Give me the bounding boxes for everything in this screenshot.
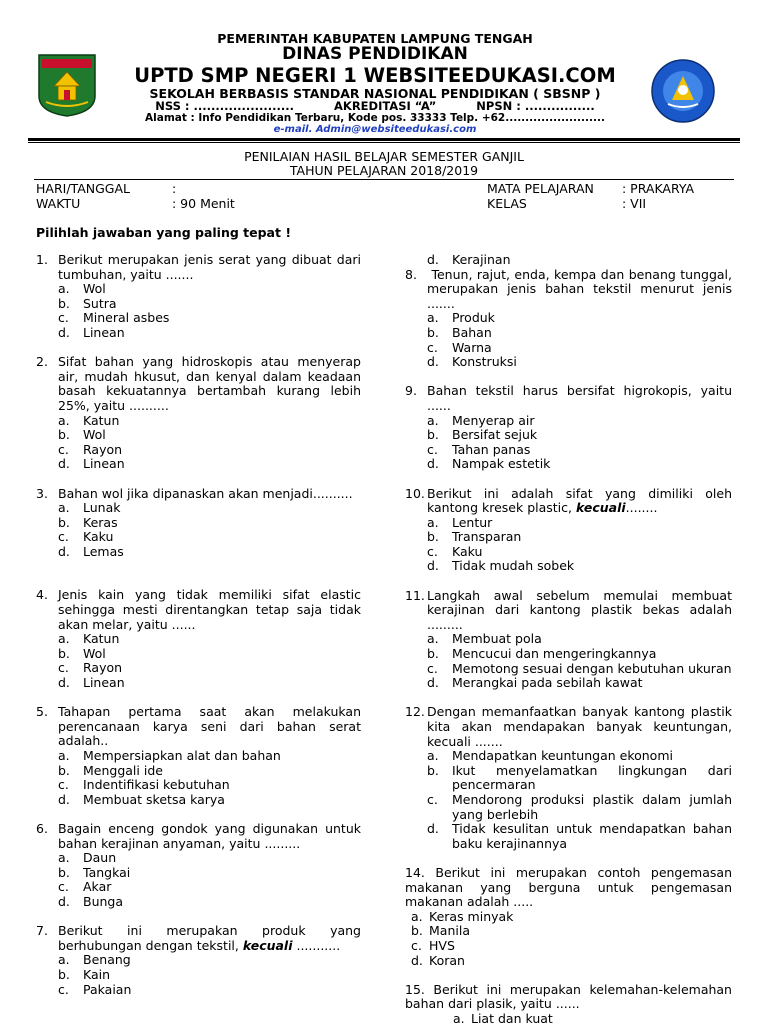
info-class-label: KELAS: [487, 196, 527, 211]
option-a: a. Membuat pola: [427, 631, 542, 647]
question-number: 6.: [36, 820, 48, 836]
header-school-name: UPTD SMP NEGERI 1 WEBSITEEDUKASI.COM: [134, 64, 616, 87]
question-text: Jenis kain yang tidak memiliki sifat elastic sehingga mesti direntangkan tetap saja tidak akan melar, yaitu ......: [58, 587, 361, 632]
option-a: a. Lunak: [58, 500, 121, 516]
emphasis-kecuali: kecuali: [575, 500, 626, 516]
option-b: b. Bahan: [427, 324, 492, 340]
question-text: Berikut ini adalah sifat yang dimiliki oleh kantong kresek plastic, kecuali........: [427, 485, 732, 516]
option-d: d. Nampak estetik: [427, 456, 551, 472]
option-c: c. Akar: [58, 879, 112, 895]
emphasis-kecuali: kecuali: [242, 937, 293, 953]
question-4: [36, 588, 361, 690]
question-number: 14.: [405, 864, 425, 880]
option-c: c. Kaku: [427, 543, 483, 559]
option-b: b. Tangkai: [58, 864, 131, 880]
header-nss-accreditation: NSS : ....................... AKREDITASI “A” NPSN : ................: [155, 99, 595, 113]
lampung-tengah-logo: [36, 52, 98, 118]
question-text: 14. Berikut ini merupakan contoh pengemasan makanan yang berguna untuk pengemasan makanan adalah .....: [405, 864, 732, 910]
question-text: Bahan tekstil harus bersifat higrokopis, yaitu ......: [427, 383, 732, 413]
info-time-label: WAKTU: [36, 196, 81, 211]
info-class-value: : VII: [622, 196, 647, 211]
question-number: 12.: [405, 704, 425, 720]
info-day-label: HARI/TANGGAL: [36, 181, 130, 196]
question-14: [405, 866, 732, 968]
option-b: b. Keras: [58, 514, 118, 530]
option-a: a. Menyerap air: [427, 412, 535, 428]
option-b: b. Manila: [411, 923, 470, 939]
question-12: [405, 705, 732, 851]
option-c: c. Warna: [427, 339, 492, 355]
option-a: a. Benang: [58, 952, 131, 968]
question-9: [405, 384, 732, 472]
option-a: a. Wol: [58, 281, 106, 297]
question-number: 4.: [36, 587, 48, 603]
option-b: b. Menggali ide: [58, 762, 163, 778]
header-email: e-mail. Admin@websiteedukasi.com: [273, 124, 477, 135]
exam-year: TAHUN PELAJARAN 2018/2019: [289, 163, 479, 178]
option-c: c. Tahan panas: [427, 441, 531, 457]
info-time-value: : 90 Menit: [172, 196, 235, 211]
option-a: a. Daun: [58, 850, 117, 866]
option-a: a. Mendapatkan keuntungan ekonomi: [427, 748, 673, 764]
option-c: c. Rayon: [58, 660, 123, 676]
question-3: [36, 487, 361, 560]
header-school-type: SEKOLAH BERBASIS STANDAR NASIONAL PENDIDIKAN ( SBSNP ): [149, 86, 601, 101]
question-text: 15. Berikut ini merupakan kelemahan-kelemahan bahan dari plasik, yaitu ......: [405, 981, 732, 1012]
question-text: Tenun, rajut, enda, kempa dan benang tunggal, merupakan jenis bahan tekstil menurut jenis .......: [427, 266, 736, 311]
header-address: Alamat : Info Pendidikan Terbaru, Kode pos. 33333 Telp. +62.........................: [145, 112, 605, 124]
option-b: b. Wol: [58, 427, 106, 443]
option-c: c. Pakaian: [58, 981, 132, 997]
option-d: d. Linean: [58, 324, 125, 340]
header-divider-thin: [28, 142, 740, 143]
option-c: c. Mendorong produksi plastik dalam jumlah yang berlebih: [427, 791, 732, 822]
question-text: Sifat bahan yang hidroskopis atau menyerap air, mudah hkusut, dan kenyal dalam keadaan basah kekuatannya bertambah kurang lebih 25%, yaitu ..........: [58, 354, 361, 413]
info-subject-label: MATA PELAJARAN: [487, 181, 594, 196]
option-a: a. Liat dan kuat: [453, 1010, 553, 1026]
question-text: Berikut ini merupakan produk yang berhubungan dengan tekstil, kecuali ...........: [58, 923, 361, 953]
question-15: [405, 983, 732, 1026]
option-c: c. Kaku: [58, 529, 114, 545]
question-6: [36, 822, 361, 910]
option-d: d. Konstruksi: [427, 354, 517, 370]
exam-title: PENILAIAN HASIL BELAJAR SEMESTER GANJIL: [244, 149, 524, 164]
info-day-value: :: [172, 181, 177, 196]
question-text: Bahan wol jika dipanaskan akan menjadi..........: [58, 485, 353, 501]
option-a: a. Katun: [58, 412, 120, 428]
option-d: d. Bunga: [58, 893, 124, 909]
option-c: c. Mineral asbes: [58, 310, 170, 326]
option-d: d. Tidak mudah sobek: [427, 558, 575, 574]
question-number: 9.: [405, 383, 417, 399]
question-number: 15.: [405, 981, 425, 997]
question-text: Tahapan pertama saat akan melakukan perencanaan karya seni dari bahan serat adalah..: [58, 704, 361, 749]
option-b: b. Mencucui dan mengeringkannya: [427, 646, 657, 662]
question-8: [405, 266, 736, 370]
question-number: 5.: [36, 704, 48, 720]
question-number: 8.: [405, 266, 417, 282]
option-d: d. Tidak kesulitan untuk mendapatkan bahan baku kerajinannya: [427, 821, 732, 851]
question-number: 1.: [36, 252, 48, 267]
option-d: d. Kerajinan: [427, 252, 511, 267]
option-c: c. HVS: [411, 937, 455, 953]
questions-right-column: [405, 252, 736, 1026]
option-a: a. Keras minyak: [411, 908, 514, 924]
header-government: PEMERINTAH KABUPATEN LAMPUNG TENGAH: [217, 31, 533, 46]
question-text: Bagain enceng gondok yang digunakan untuk bahan kerajinan anyaman, yaitu .........: [58, 820, 361, 851]
option-b: b. Sutra: [58, 295, 117, 311]
option-d: d. Merangkai pada sebilah kawat: [427, 675, 643, 691]
questions-left-column: [36, 253, 361, 997]
question-number: 7.: [36, 923, 48, 939]
question-7-continued: [405, 253, 732, 268]
option-a: a. Lentur: [427, 514, 493, 530]
option-b: b. Bersifat sejuk: [427, 427, 538, 443]
question-text: Dengan memanfaatkan banyak kantong plastik kita akan mendapakan banyak keuntungan, kecuali .......: [427, 704, 732, 749]
option-d: d. Koran: [411, 952, 465, 968]
tut-wuri-handayani-logo: [650, 58, 716, 124]
question-number: 2.: [36, 354, 48, 370]
option-d: d. Membuat sketsa karya: [58, 791, 225, 807]
question-7: [36, 924, 361, 997]
question-5: [36, 705, 361, 807]
question-text: Langkah awal sebelum memulai membuat kerajinan dari kantong plastik bekas adalah .........: [427, 587, 732, 632]
question-1: [36, 253, 361, 341]
question-number: 3.: [36, 485, 48, 501]
option-b: b. Kain: [58, 966, 111, 982]
header-department: DINAS PENDIDIKAN: [282, 44, 468, 64]
question-number: 10.: [405, 485, 425, 501]
option-a: a. Produk: [427, 310, 495, 326]
option-d: d. Linean: [58, 456, 125, 472]
option-d: d. Lemas: [58, 543, 124, 559]
info-subject-value: : PRAKARYA: [622, 181, 695, 196]
option-c: c. Memotong sesuai dengan kebutuhan ukuran: [427, 660, 732, 676]
option-d: d. Linean: [58, 675, 125, 691]
option-b: b. Wol: [58, 645, 106, 661]
option-a: a. Mempersiapkan alat dan bahan: [58, 748, 281, 763]
option-b: b. Ikut menyelamatkan lingkungan dari pencermaran: [427, 762, 732, 793]
question-number: 11.: [405, 587, 425, 603]
title-divider: [34, 179, 734, 180]
header-divider-thick: [28, 138, 740, 141]
option-b: b. Transparan: [427, 529, 522, 545]
question-text: Berikut merupakan jenis serat yang dibuat dari tumbuhan, yaitu .......: [58, 252, 361, 282]
option-c: c. Rayon: [58, 441, 123, 457]
option-c: c. Indentifikasi kebutuhan: [58, 777, 230, 793]
option-a: a. Katun: [58, 631, 120, 647]
question-2: [36, 355, 361, 472]
question-10: [405, 487, 732, 575]
instruction: Pilihlah jawaban yang paling tepat !: [36, 225, 292, 240]
question-11: [405, 589, 732, 691]
